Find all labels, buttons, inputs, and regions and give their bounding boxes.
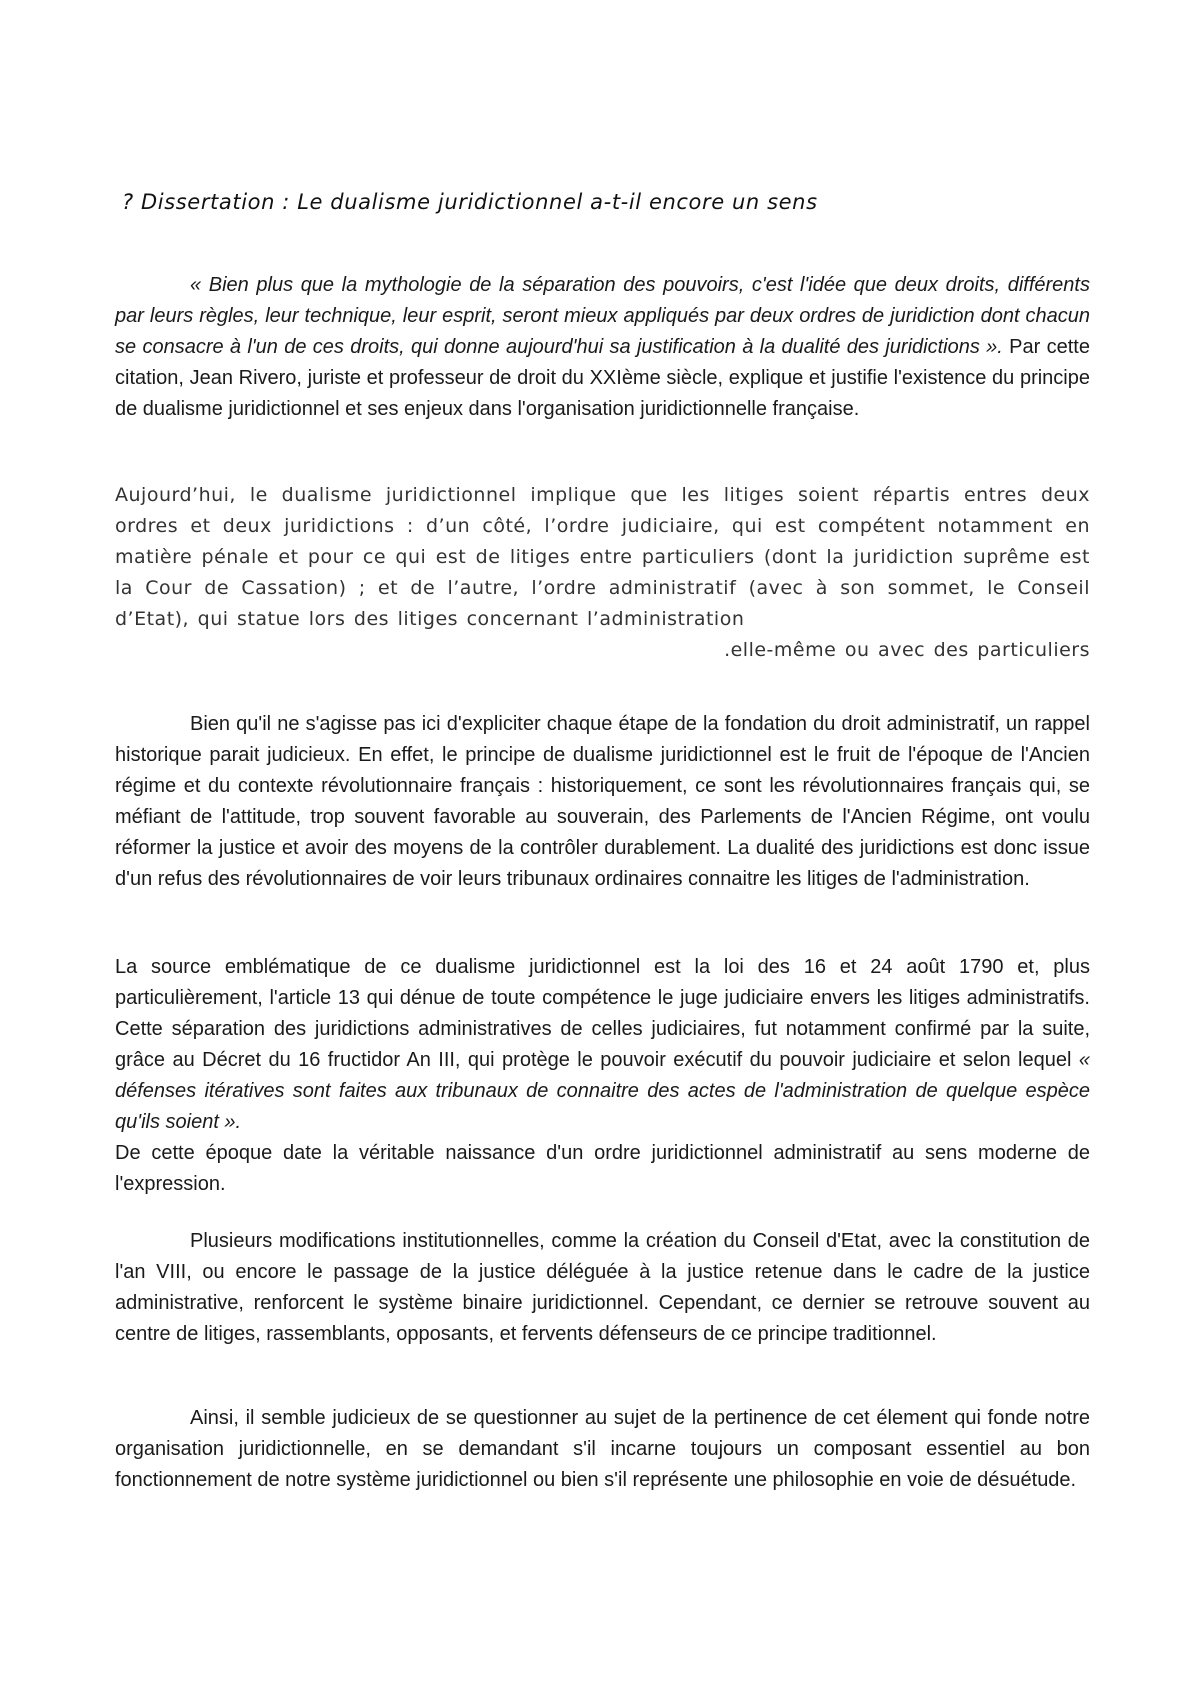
birth-line: De cette époque date la véritable naissance d'un ordre juridictionnel administratif au sens moderne de l'expression. — [115, 1142, 1090, 1195]
source-paragraph — [115, 952, 1090, 1200]
rivero-quote: « Bien plus que la mythologie de la séparation des pouvoirs, c'est l'idée que deux droits, différents par leurs règles, leur technique, leur esprit, seront mieux appliqués par deux ordres de juridiction dont chacun se consacre à l'un de ces droits, qui donne aujourd'hui sa justification à la dualité des juridictions ». — [115, 274, 1090, 358]
dualism-last-line: .elle-même ou avec des particuliers — [724, 639, 1090, 661]
decree-quote: « défenses itératives sont faites aux tribunaux de connaitre des actes de l'administration de quelque espèce qu'ils soient ». — [115, 1049, 1090, 1133]
intro-paragraph — [115, 270, 1090, 425]
intro-text: Par cette citation, Jean Rivero, juriste et professeur de droit du XXIème siècle, explique et justifie l'existence du principe de dualisme juridictionnel et ses enjeux dans l'organisation juridictionnelle française. — [115, 336, 1090, 420]
modifications-paragraph: Plusieurs modifications institutionnelles, comme la création du Conseil d'Etat, avec la constitution de l'an VIII, ou encore le passage de la justice déléguée à la justice retenue dans le cadre de la justice administrative, renforcent le système binaire juridictionnel. Cependant, ce dernier se retrouve souvent au centre de litiges, rassemblants, opposants, et fervents défenseurs de ce principe traditionnel. — [115, 1230, 1090, 1345]
source-text: La source emblématique de ce dualisme juridictionnel est la loi des 16 et 24 août 1790 et, plus particulièrement, l'article 13 qui dénue de toute compétence le juge judiciaire envers les litiges administratifs. Cette séparation des juridictions administratives de celles judiciaires, fut notamment confirmé par la suite, grâce au Décret du 16 fructidor An III, qui protège le pouvoir exécutif du pouvoir judiciaire et selon lequel — [115, 956, 1090, 1071]
dissertation-title: ? Dissertation : Le dualisme juridictionnel a-t-il encore un sens — [122, 190, 818, 214]
dualism-text: Aujourd’hui, le dualisme juridictionnel implique que les litiges soient répartis entres deux ordres et deux juridictions : d’un côté, l’ordre judiciaire, qui est compétent notamment en matière pénale et pour ce qui est de litiges entre particuliers (dont la juridiction suprême est la Cour de Cassation) ; et de l’autre, l’ordre administratif (avec à son sommet, le Conseil d’Etat), qui statue lors des litiges concernant l’administration — [115, 484, 1090, 630]
history-paragraph: Bien qu'il ne s'agisse pas ici d'expliciter chaque étape de la fondation du droit administratif, un rappel historique parait judicieux. En effet, le principe de dualisme juridictionnel est le fruit de l'époque de l'Ancien régime et du contexte révolutionnaire français : historiquement, ce sont les révolutionnaires français qui, se méfiant de l'attitude, trop souvent favorable au souverain, des Parlements de l'Ancien Régime, ont voulu réformer la justice et avoir des moyens de la contrôler durablement. La dualité des juridictions est donc issue d'un refus des révolutionnaires de voir leurs tribunaux ordinaires connaitre les litiges de l'administration. — [115, 713, 1090, 890]
problematic-paragraph: Ainsi, il semble judicieux de se questionner au sujet de la pertinence de cet élement qui fonde notre organisation juridictionnelle, en se demandant s'il incarne toujours un composant essentiel au bon fonctionnement de notre système juridictionnel ou bien s'il représente une philosophie en voie de désuétude. — [115, 1407, 1090, 1491]
dualism-paragraph — [115, 480, 1090, 666]
